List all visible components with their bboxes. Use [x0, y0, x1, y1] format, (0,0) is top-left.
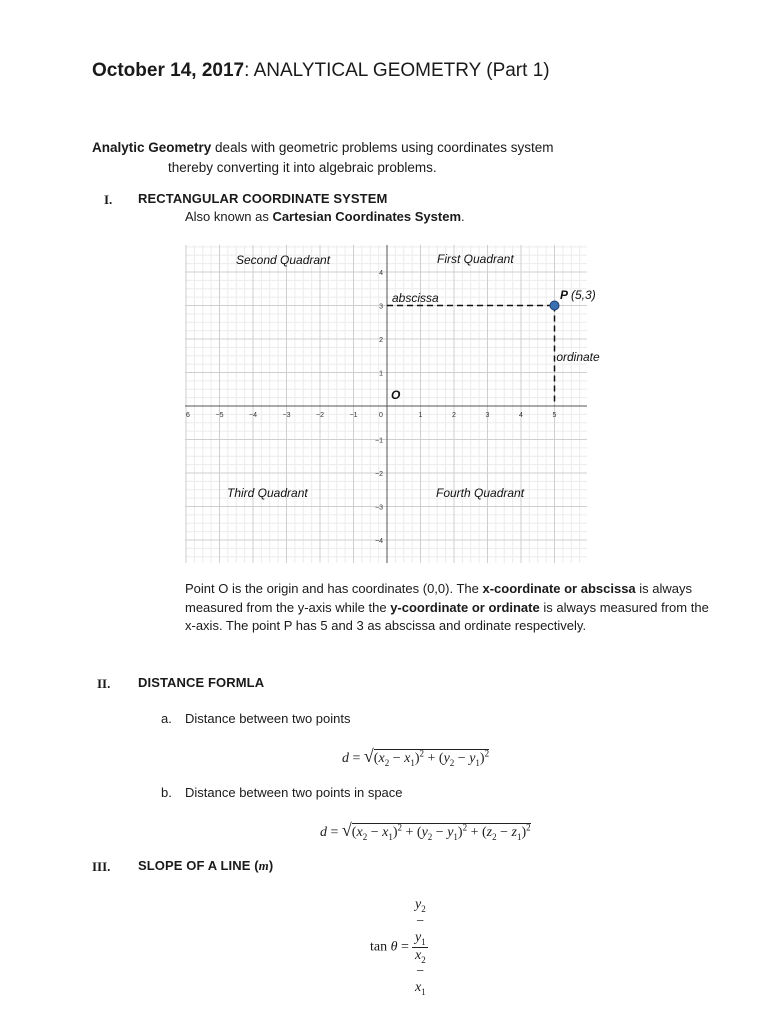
label-third-quadrant: Third Quadrant [227, 486, 308, 500]
label-first-quadrant: First Quadrant [437, 252, 514, 266]
explanation-part2: is always measured from the y-axis while the [185, 581, 693, 615]
item-a-text: Distance between two points [185, 711, 351, 726]
label-ordinate: ordinate [556, 350, 600, 364]
explanation-bold1: x-coordinate or abscissa [482, 581, 636, 596]
section-1-aka [185, 208, 465, 227]
intro-paragraph [92, 138, 712, 178]
x-tick-label: −4 [249, 412, 257, 419]
intro-line2: thereby converting it into algebraic problems. [168, 160, 437, 175]
y-tick-label: 4 [379, 270, 383, 277]
coordinate-graph [185, 245, 600, 563]
y-tick-label: 3 [379, 303, 383, 311]
item-b-marker: b. [161, 785, 172, 800]
slope-fraction [412, 897, 428, 997]
x-tick-label: 6 [186, 412, 190, 419]
aka-term: Cartesian Coordinates System [272, 209, 462, 224]
item-a-marker: a. [161, 711, 172, 726]
section-3-number: III. [92, 859, 111, 874]
section-1-title: RECTANGULAR COORDINATE SYSTEM [138, 191, 388, 206]
slope-variable: m [258, 858, 269, 873]
point-p-marker [550, 301, 559, 310]
label-second-quadrant: Second Quadrant [236, 253, 331, 267]
y-tick-label: −1 [375, 437, 383, 445]
y-tick-label: −3 [375, 504, 383, 512]
explanation-bold2: y-coordinate or ordinate [390, 599, 540, 615]
section-1-number: I. [104, 192, 113, 207]
page-title [92, 60, 550, 82]
label-origin: O [391, 388, 401, 402]
y-tick-label: −2 [375, 471, 383, 478]
distance-formula-2d: $d = √(x_2 - x_1)^2 + (y_2 - y_1)^2$ [342, 746, 490, 768]
aka-prefix: Also known as [185, 209, 273, 224]
x-tick-label: 5 [552, 412, 557, 419]
title-date: October 14, 2017 [92, 60, 245, 81]
label-fourth-quadrant: Fourth Quadrant [436, 486, 525, 500]
y-tick-label: 2 [379, 337, 383, 344]
item-b-text: Distance between two points in space [185, 785, 403, 800]
origin-explanation [185, 580, 715, 636]
point-p-coords: (5,3) [571, 288, 596, 302]
x-tick-label: −1 [349, 412, 358, 419]
label-abscissa: abscissa [392, 291, 439, 305]
graph-x-tick-labels [186, 412, 557, 419]
section-2-title: DISTANCE FORMLA [138, 675, 265, 690]
x-tick-label: 0 [379, 412, 383, 419]
slope-numerator: $y_2$ − $y_1$ [412, 897, 428, 948]
intro-term: Analytic Geometry [92, 140, 212, 155]
y-tick-label: −4 [375, 538, 383, 545]
slope-denominator: $x_2$ − $x_1$ [415, 947, 426, 998]
slope-formula: tan θ = $y_2$ − $y_1$ $x_2$ − $x_1$ [370, 897, 428, 997]
x-tick-label: 4 [519, 412, 523, 419]
graph-minor-grid [185, 245, 587, 563]
intro-line1: deals with geometric problems using coordinates system [211, 140, 554, 155]
x-tick-label: 1 [418, 412, 423, 419]
title-colon: : [244, 60, 250, 81]
explanation-part3: is always measured from the x-axis. The point P has 5 and 3 as abscissa and ordinate respectively. [185, 599, 709, 633]
x-tick-label: 2 [452, 412, 456, 419]
aka-suffix: . [461, 209, 465, 224]
point-p-name: P [560, 288, 569, 302]
x-tick-label: −2 [316, 412, 324, 419]
explanation-part1: Point O is the origin and has coordinates (0,0). The [185, 581, 483, 596]
x-tick-label: 3 [485, 412, 490, 419]
title-text: ANALYTICAL GEOMETRY (Part 1) [249, 60, 550, 81]
point-p-label [560, 288, 596, 302]
y-tick-label: 1 [379, 370, 383, 378]
x-tick-label: −5 [215, 412, 224, 419]
distance-formula-3d: $d = √(x_2 - x_1)^2 + (y_2 - y_1)^2 + (z_2 - z_1)^2$ [320, 820, 531, 842]
section-2-number: II. [97, 676, 111, 691]
section-3-title: SLOPE OF A LINE (m) [138, 858, 274, 873]
x-tick-label: −3 [282, 412, 291, 419]
